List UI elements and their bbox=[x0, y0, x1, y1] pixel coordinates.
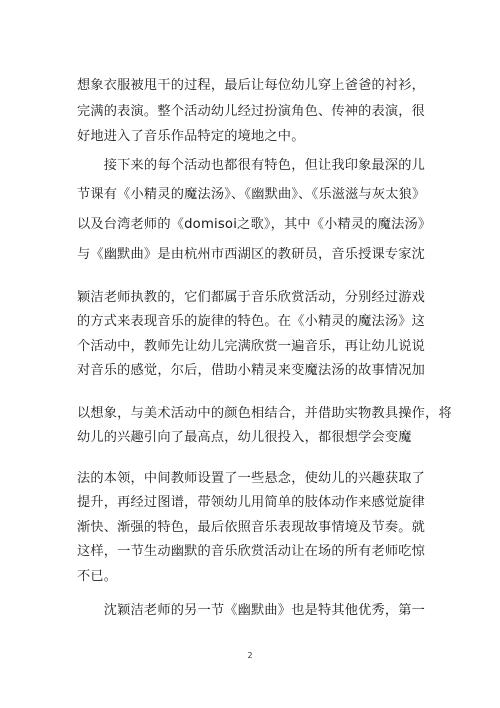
text-line: 好地进入了音乐作品特定的境地之中。 bbox=[77, 129, 305, 144]
text-line: 接下来的每个活动也都很有特色，但让我印象最深的儿 bbox=[77, 158, 426, 173]
text-line: 幼儿的兴趣引向了最高点，幼儿很投入，都很想学会变魔 bbox=[77, 430, 412, 445]
text-line: 沈颖洁老师的另一节《幽默曲》也是特其他优秀，第一 bbox=[77, 603, 426, 618]
text-line: 节课有《小精灵的魔法汤》、《幽默曲》、《乐滋滋与灰太狼》 bbox=[77, 187, 426, 202]
text-line: 这样，一节生动幽默的音乐欣赏活动让在场的所有老师吃惊 bbox=[77, 544, 426, 559]
text-line: 以想象，与美术活动中的颜色相结合，并借助实物教具操作，将 bbox=[77, 406, 452, 421]
text-line: 提升，再经过图谱，带领幼儿用简单的肢体动作来感觉旋律 bbox=[77, 495, 426, 510]
text-line: 法的本领，中间教师设置了一些悬念，使幼儿的兴趣获取了 bbox=[77, 471, 426, 486]
text-line: 的方式来表现音乐的旋律的特色。在《小精灵的魔法汤》这 bbox=[77, 314, 426, 329]
text-line: 以及台湾老师的《domisoi之歌》，其中《小精灵的魔法汤》 bbox=[77, 217, 432, 232]
text-line: 颖洁老师执教的，它们都属于音乐欣赏活动，分别经过游戏 bbox=[77, 290, 426, 305]
text-line: 渐快、渐强的特色，最后依照音乐表现故事情境及节奏。就 bbox=[77, 520, 426, 535]
text-line: 不已。 bbox=[77, 569, 118, 584]
page-number: 2 bbox=[247, 651, 253, 660]
text-line: 完满的表演。整个活动幼儿经过扮演角色、传神的表演，很 bbox=[77, 104, 426, 119]
text-line: 个活动中，教师先让幼儿完满欣赏一遍音乐，再让幼儿说说 bbox=[77, 339, 426, 354]
text-line: 想象衣服被甩干的过程，最后让每位幼儿穿上爸爸的衬衫， bbox=[77, 78, 426, 93]
text-line: 对音乐的感觉，尔后，借助小精灵来变魔法汤的故事情况加 bbox=[77, 363, 426, 378]
text-line: 与《幽默曲》是由杭州市西湖区的教研员，音乐授课专家沈 bbox=[77, 247, 426, 262]
